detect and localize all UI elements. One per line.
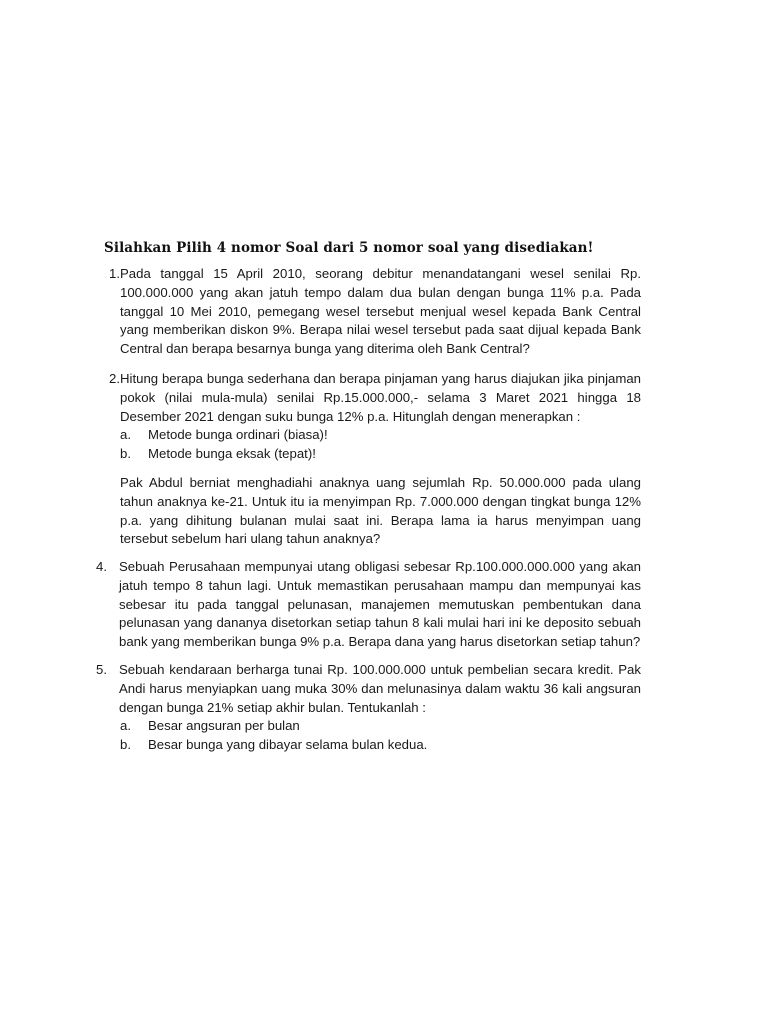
option-text: Besar bunga yang dibayar selama bulan kedua. — [148, 737, 428, 753]
option-letter: a. — [120, 427, 131, 443]
question-number: 5. — [96, 662, 107, 677]
list-item — [120, 736, 641, 755]
list-item — [120, 426, 641, 445]
option-letter: a. — [120, 718, 131, 734]
question-4 — [96, 558, 641, 652]
option-list — [96, 717, 641, 755]
question-3 — [120, 474, 641, 549]
question-text: Pak Abdul berniat menghadiahi anaknya uang sejumlah Rp. 50.000.000 pada ulang tahun anaknya ke-21. Untuk itu ia menyimpan Rp. 7.000.000 dengan tingkat bunga 12% p.a. yang dihitung bulanan mulai saat ini. Berapa lama ia harus menyimpan uang tersebut sebelum hari ulang tahun anaknya? — [120, 475, 641, 547]
list-item — [120, 445, 641, 464]
option-letter: b. — [120, 737, 131, 753]
option-text: Besar angsuran per bulan — [148, 718, 300, 734]
question-number: 1. — [109, 266, 120, 281]
question-text: Pada tanggal 15 April 2010, seorang debitur menandatangani wesel senilai Rp. 100.000.000 yang akan jatuh tempo dalam dua bulan dengan bunga 11% p.a. Pada tanggal 10 Mei 2010, pemegang wesel tersebut menjual wesel kepada Bank Central yang memberikan diskon 9%. Berapa nilai wesel tersebut pada saat dijual kepada Bank Central dan berapa besarnya bunga yang diterima oleh Bank Central? — [120, 266, 641, 357]
option-list — [96, 426, 641, 464]
question-text: Sebuah kendaraan berharga tunai Rp. 100.000.000 untuk pembelian secara kredit. Pak Andi harus menyiapkan uang muka 30% dan melunasinya dalam waktu 36 kali angsuran dengan bunga 21% setiap akhir bulan. Tentukanlah : — [119, 662, 641, 715]
question-1 — [96, 265, 641, 359]
question-text: Hitung berapa bunga sederhana dan berapa pinjaman yang harus diajukan jika pinjaman pokok (nilai mula-mula) senilai Rp.15.000.000,- selama 3 Maret 2021 hingga 18 Desember 2021 dengan suku bunga 12% p.a. Hitunglah dengan menerapkan : — [120, 371, 641, 424]
question-5 — [96, 661, 641, 755]
list-item — [120, 717, 641, 736]
question-number: 2. — [109, 371, 120, 386]
option-text: Metode bunga ordinari (biasa)! — [148, 427, 328, 443]
option-letter: b. — [120, 446, 131, 462]
question-2 — [96, 370, 641, 464]
instruction-heading: Silahkan Pilih 4 nomor Soal dari 5 nomor soal yang disediakan! — [104, 240, 594, 256]
question-text: Sebuah Perusahaan mempunyai utang obligasi sebesar Rp.100.000.000.000 yang akan jatuh tempo 8 tahun lagi. Untuk memastikan perusahaan mampu dan mempunyai kas sebesar itu pada tanggal pelunasan, manajemen memutuskan pembentukan dana pelunasan yang dananya disetorkan setiap tahun 8 kali mulai hari ini ke deposito sebuah bank yang memberikan bunga 9% p.a. Berapa dana yang harus disetorkan setiap tahun? — [119, 559, 641, 650]
question-number: 4. — [96, 559, 107, 574]
option-text: Metode bunga eksak (tepat)! — [148, 446, 316, 462]
